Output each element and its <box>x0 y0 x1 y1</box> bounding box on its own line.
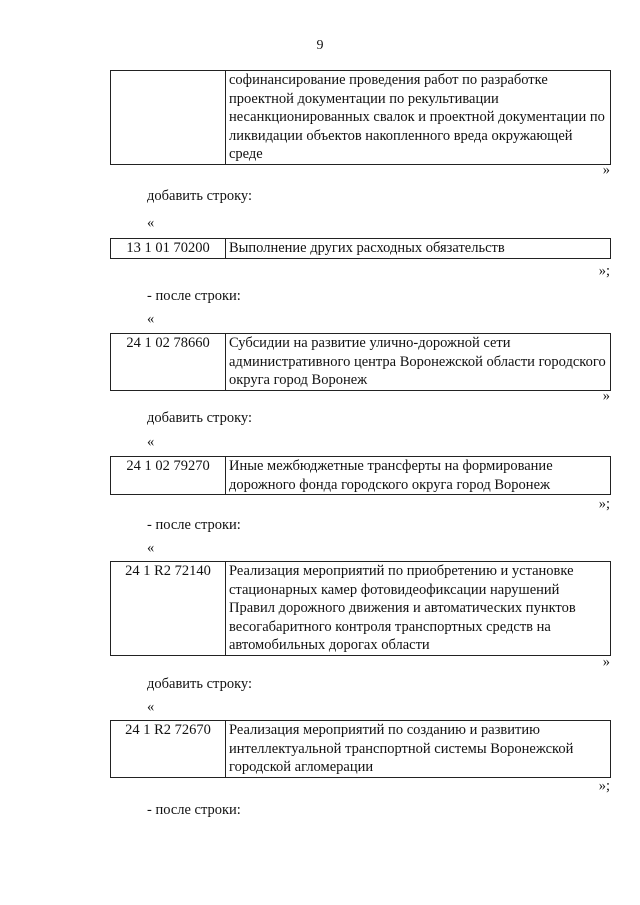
opening-quote: « <box>147 434 155 450</box>
instruction-add-row: добавить строку: <box>147 188 252 204</box>
table-row <box>110 561 611 656</box>
closing-quote: »; <box>598 496 610 512</box>
row-code <box>111 71 226 165</box>
instruction-after-row: - после строки: <box>147 288 241 304</box>
table-row <box>110 238 611 259</box>
instruction-after-row: - после строки: <box>147 517 241 533</box>
table-row <box>110 333 611 391</box>
closing-quote: » <box>602 654 610 670</box>
opening-quote: « <box>147 311 155 327</box>
closing-quote: » <box>602 388 610 404</box>
table-row <box>110 70 611 165</box>
row-text: Реализация мероприятий по приобретению и установке стационарных камер фотовидеофиксации нарушений Правил дорожного движения и автоматических пунктов весогабаритного контроля транспортных средств на автомобильных дорогах области <box>226 562 611 656</box>
instruction-add-row: добавить строку: <box>147 676 252 692</box>
instruction-after-row: - после строки: <box>147 802 241 818</box>
row-text: софинансирование проведения работ по разработке проектной документации по рекультивации несанкционированных свалок и проектной документации по ликвидации объектов накопленного вреда окружающей среде <box>226 71 611 165</box>
opening-quote: « <box>147 699 155 715</box>
closing-quote: »; <box>598 778 610 794</box>
row-code: 24 1 02 78660 <box>111 334 226 391</box>
closing-quote: »; <box>598 263 610 279</box>
row-code: 24 1 R2 72140 <box>111 562 226 656</box>
row-code: 24 1 02 79270 <box>111 457 226 495</box>
closing-quote: » <box>602 162 610 178</box>
row-text: Иные межбюджетные трансферты на формирование дорожного фонда городского округа город Воронеж <box>226 457 611 495</box>
row-code: 13 1 01 70200 <box>111 239 226 259</box>
row-text: Субсидии на развитие улично-дорожной сети административного центра Воронежской области городского округа город Воронеж <box>226 334 611 391</box>
row-code: 24 1 R2 72670 <box>111 721 226 778</box>
page-number: 9 <box>316 38 324 53</box>
opening-quote: « <box>147 215 155 231</box>
opening-quote: « <box>147 540 155 556</box>
instruction-add-row: добавить строку: <box>147 410 252 426</box>
table-row <box>110 720 611 778</box>
table-row <box>110 456 611 495</box>
row-text: Выполнение других расходных обязательств <box>226 239 611 259</box>
row-text: Реализация мероприятий по созданию и развитию интеллектуальной транспортной системы Воронежской городской агломерации <box>226 721 611 778</box>
